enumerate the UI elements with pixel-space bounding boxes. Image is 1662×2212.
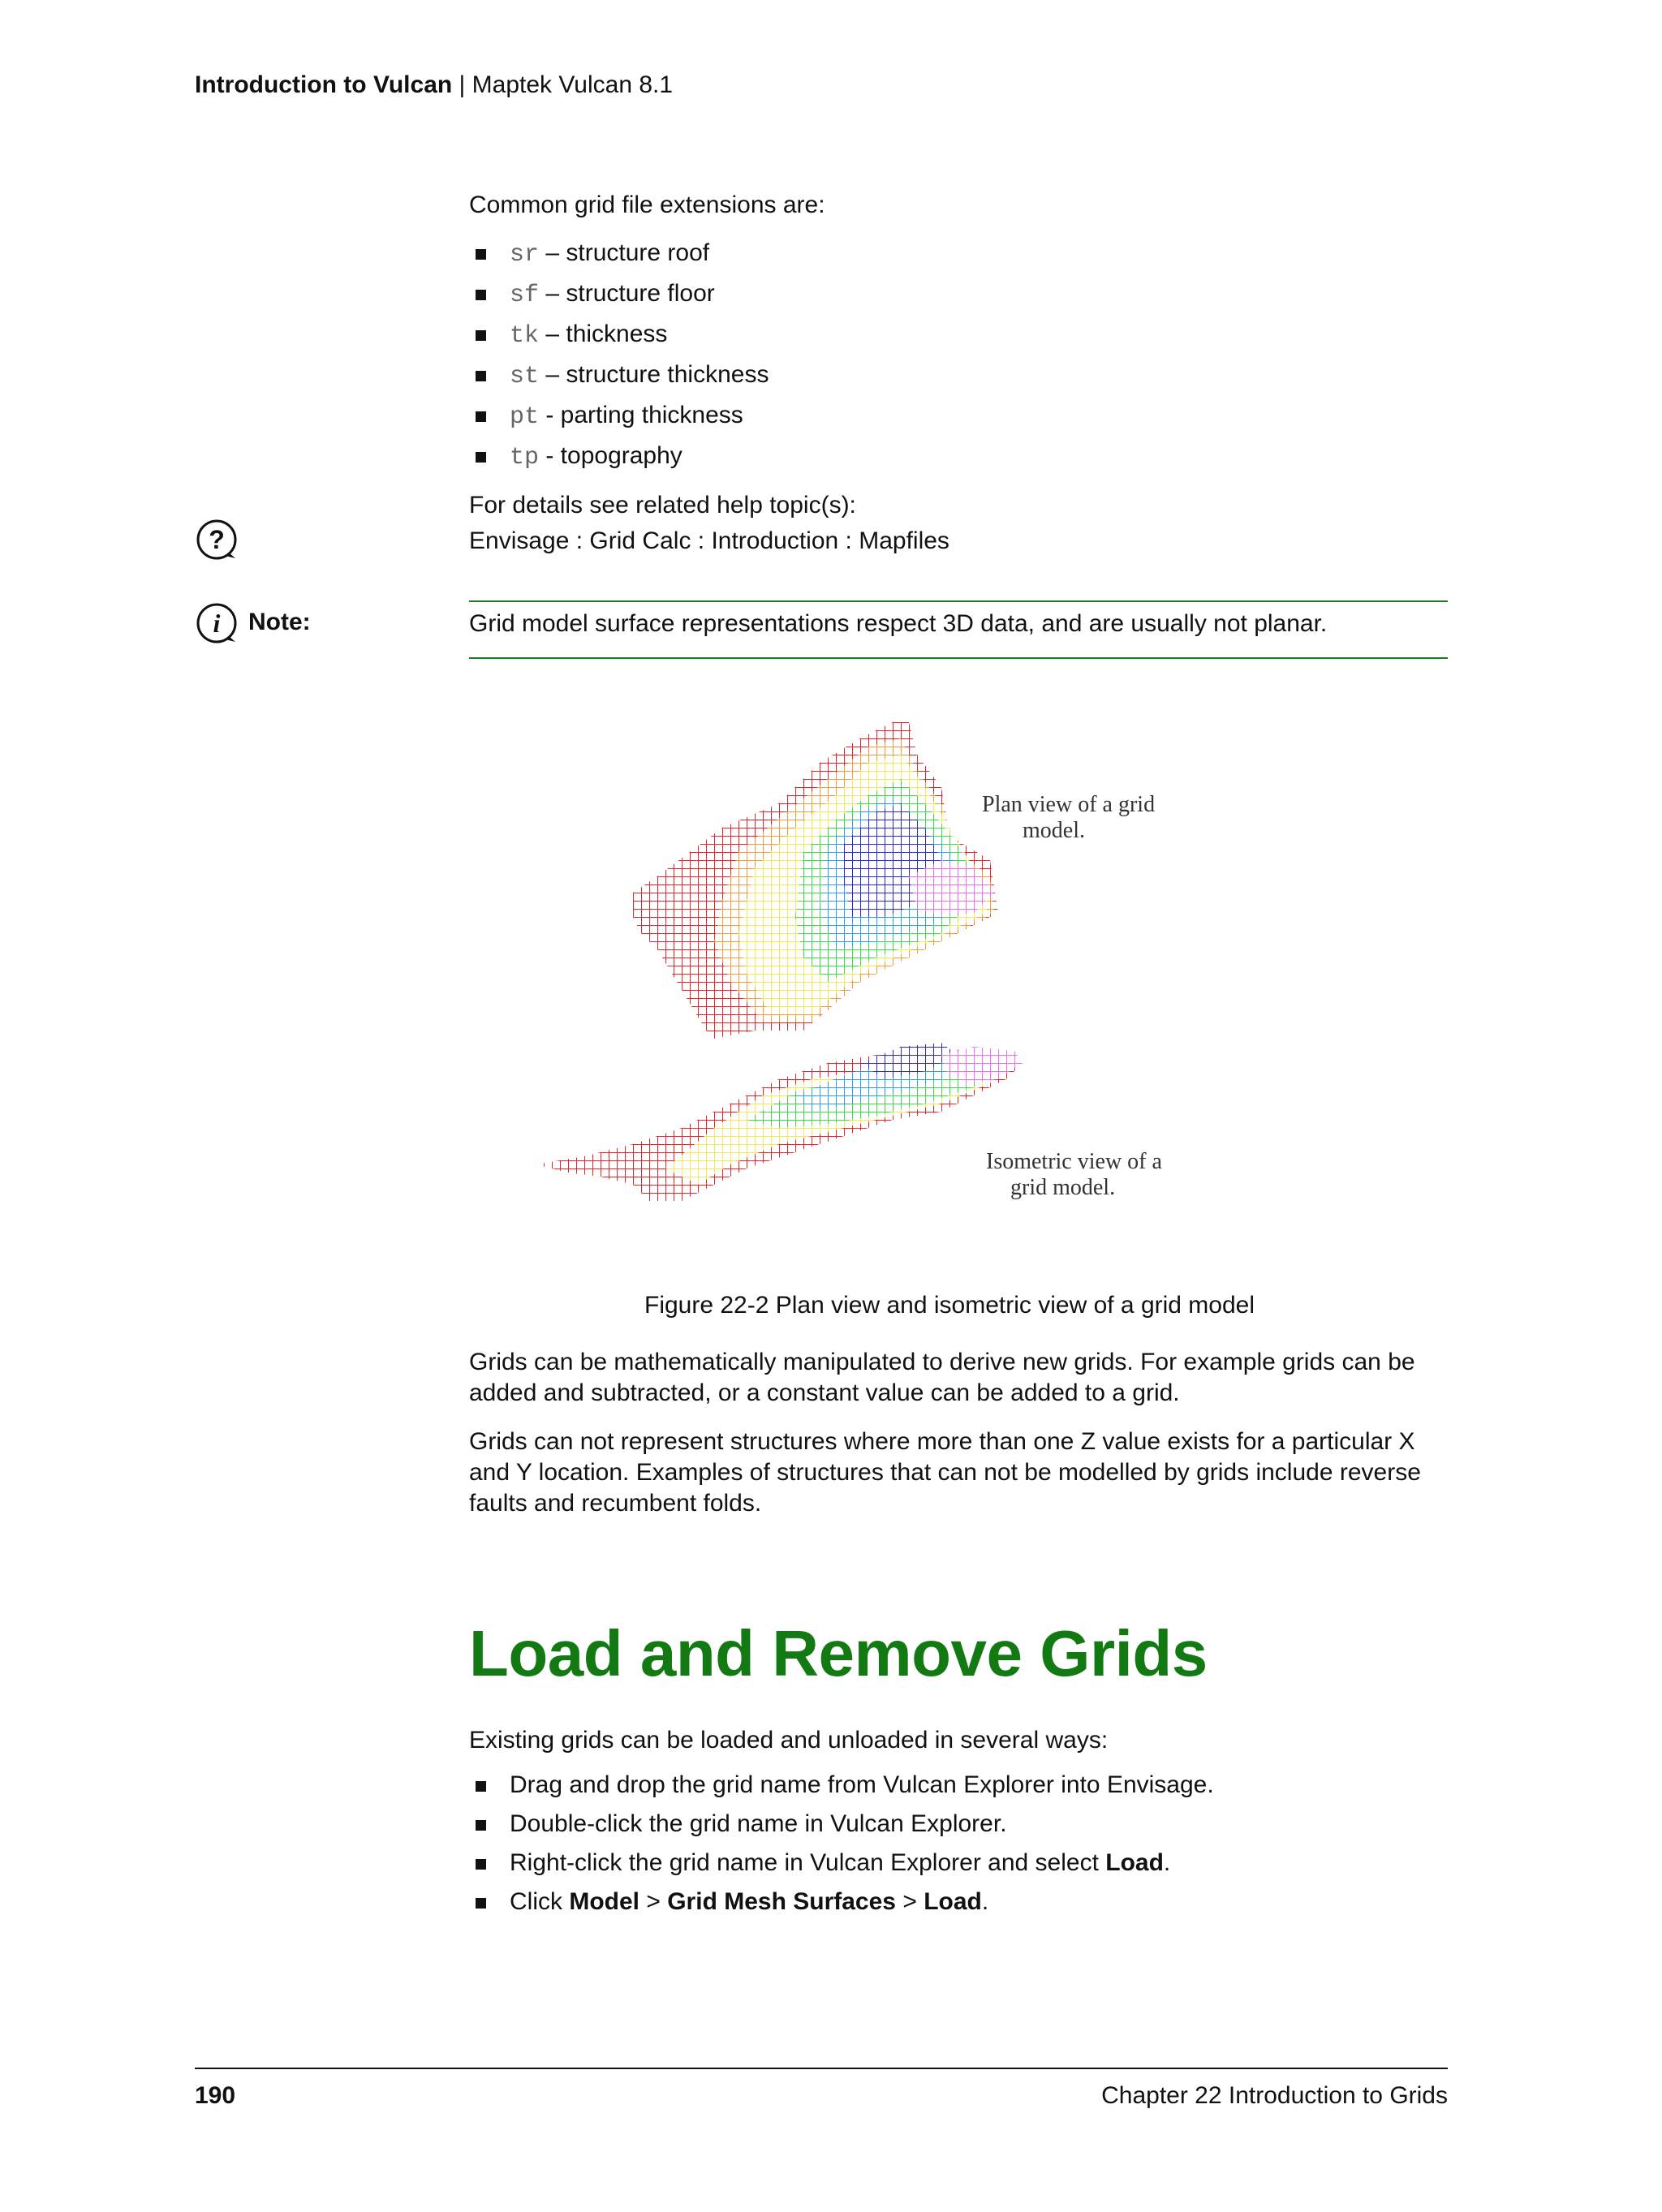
bullet-square — [476, 1820, 486, 1831]
list-item-end: . — [981, 1888, 989, 1915]
extension-desc: – structure floor — [539, 280, 715, 307]
list-item-text: Click — [510, 1888, 570, 1915]
paragraph-line: Grids can be mathematically manipulated to derive new grids. For example grids can be — [469, 1349, 1415, 1375]
help-topic-intro: For details see related help topic(s): — [469, 492, 856, 519]
paragraph-line: Grids can not represent structures where more than one Z value exists for a particular X — [469, 1428, 1415, 1455]
paragraph-1 — [469, 1347, 1415, 1409]
bullet-square — [476, 1781, 486, 1792]
bullet-square — [476, 1898, 486, 1909]
note-label: Note: — [248, 609, 311, 635]
menu-grid-mesh-term: Grid Mesh Surfaces — [667, 1888, 896, 1915]
extension-code: sf — [510, 282, 540, 309]
list-item — [510, 355, 769, 396]
extension-code: pt — [510, 403, 540, 431]
extensions-intro: Common grid file extensions are: — [469, 192, 825, 218]
page-number: 190 — [195, 2082, 236, 2109]
product-name: Maptek Vulcan 8.1 — [471, 71, 674, 98]
extension-code: tk — [510, 322, 540, 350]
extension-desc: – thickness — [539, 321, 668, 347]
menu-separator: > — [895, 1888, 924, 1915]
note-top-rule — [469, 600, 1448, 602]
svg-text:?: ? — [209, 525, 225, 554]
help-topic-link[interactable]: Envisage : Grid Calc : Introduction : Mapfiles — [469, 527, 949, 554]
extensions-list — [510, 234, 769, 477]
section-intro: Existing grids can be loaded and unloaded in several ways: — [469, 1727, 1109, 1754]
paragraph-line: added and subtracted, or a constant value can be added to a grid. — [469, 1379, 1180, 1406]
bullet-square — [476, 249, 486, 260]
menu-separator: > — [639, 1888, 668, 1915]
load-methods-list — [510, 1766, 1214, 1922]
book-title: Introduction to Vulcan — [195, 71, 453, 98]
extension-desc: – structure roof — [539, 239, 710, 266]
extension-desc: - topography — [539, 442, 682, 469]
plan-view-label-line2: model. — [1023, 818, 1085, 843]
list-item — [510, 1883, 1214, 1922]
paragraph-2 — [469, 1427, 1421, 1519]
menu-load-term: Load — [924, 1888, 982, 1915]
isometric-view-grid — [536, 1043, 1023, 1201]
list-item-text: Drag and drop the grid name from Vulcan Explorer into Envisage. — [510, 1771, 1214, 1798]
figure-caption: Figure 22-2 Plan view and isometric view of a grid model — [644, 1292, 1255, 1319]
list-item — [510, 315, 769, 355]
list-item — [510, 1805, 1214, 1844]
iso-view-label-line1: Isometric view of a — [986, 1149, 1162, 1174]
list-item-text: Right-click the grid name in Vulcan Explorer and select — [510, 1849, 1106, 1876]
list-item — [510, 396, 769, 437]
bullet-square — [476, 330, 486, 341]
bullet-square — [476, 411, 486, 422]
menu-load-term: Load — [1105, 1849, 1164, 1876]
plan-view-grid — [633, 722, 998, 1039]
list-item — [510, 437, 769, 477]
bullet-square — [476, 371, 486, 381]
bullet-square — [476, 452, 486, 463]
footer-rule — [195, 2068, 1448, 2069]
info-note-icon — [195, 601, 239, 645]
list-item-text: Double-click the grid name in Vulcan Explorer. — [510, 1810, 1007, 1837]
bullet-square — [476, 1859, 486, 1870]
menu-model-term: Model — [569, 1888, 640, 1915]
list-item — [510, 234, 769, 274]
running-header — [195, 71, 673, 99]
bullet-square — [476, 290, 486, 300]
footer-chapter: Chapter 22 Introduction to Grids — [1101, 2082, 1448, 2109]
help-question-icon — [195, 518, 239, 562]
extension-desc: - parting thickness — [539, 402, 743, 428]
svg-text:i: i — [213, 609, 221, 638]
extension-code: st — [510, 363, 540, 390]
extension-desc: – structure thickness — [539, 361, 769, 388]
iso-view-label-line2: grid model. — [1010, 1175, 1116, 1200]
section-heading: Load and Remove Grids — [469, 1617, 1208, 1689]
list-item — [510, 274, 769, 315]
list-item — [510, 1844, 1214, 1883]
list-item — [510, 1766, 1214, 1805]
list-item-end: . — [1163, 1849, 1171, 1876]
paragraph-line: faults and recumbent folds. — [469, 1490, 762, 1517]
paragraph-line: and Y location. Examples of structures that can not be modelled by grids include reverse — [469, 1459, 1421, 1486]
grid-model-figure — [519, 714, 1217, 1282]
note-bottom-rule — [469, 657, 1448, 659]
plan-view-label-line1: Plan view of a grid — [982, 792, 1156, 817]
note-text: Grid model surface representations respect 3D data, and are usually not planar. — [469, 610, 1328, 637]
extension-code: sr — [510, 241, 540, 269]
extension-code: tp — [510, 444, 540, 471]
header-separator: | — [452, 71, 472, 98]
